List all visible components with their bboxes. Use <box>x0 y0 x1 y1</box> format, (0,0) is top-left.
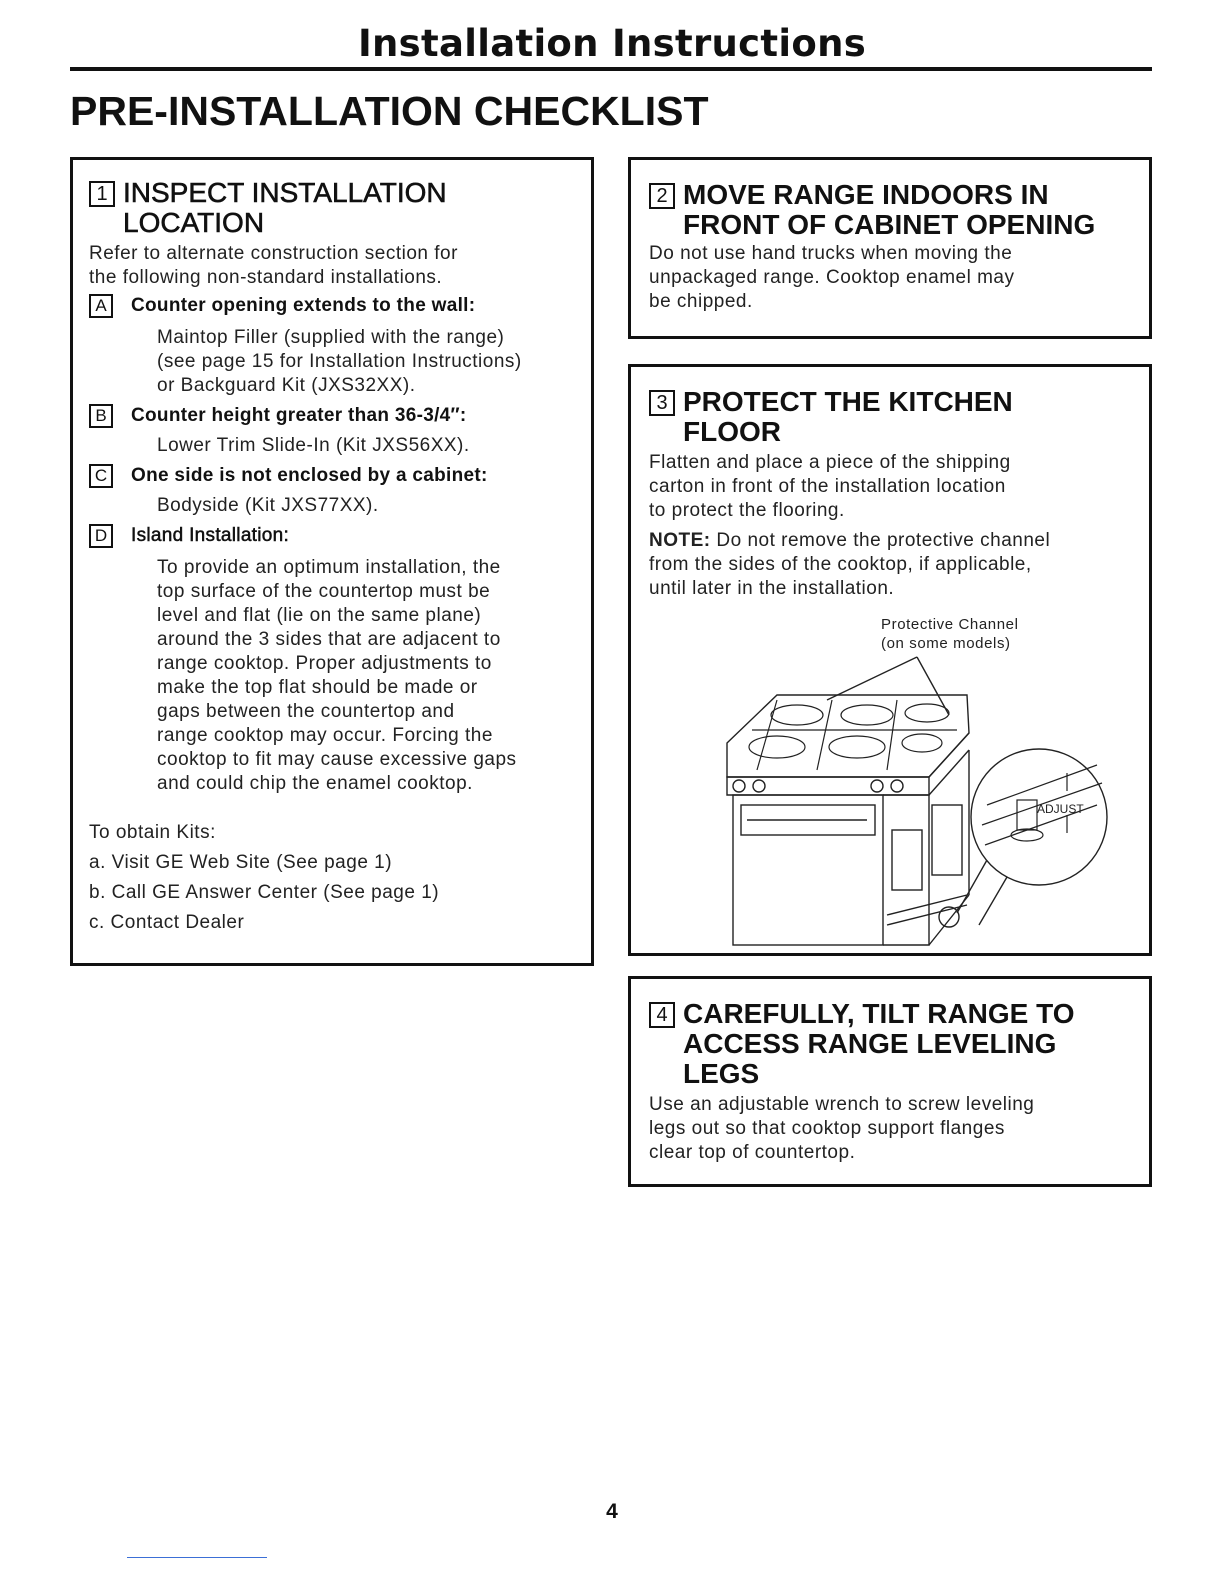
step-4-title: CAREFULLY, TILT RANGE TO ACCESS RANGE LEVELING LEGS <box>683 998 1075 1089</box>
kits-section: To obtain Kits: a. Visit GE Web Site (See page 1) b. Call GE Answer Center (See page 1) c. Contact Dealer <box>89 822 440 933</box>
item-d-title: Island Installation: <box>131 525 290 546</box>
step-2-number: 2 <box>649 183 675 209</box>
item-c-letter: C <box>89 464 113 488</box>
step-1-box <box>70 157 594 966</box>
header-title: Installation Instructions <box>357 22 867 65</box>
item-d-letter: D <box>89 524 113 548</box>
step-1-number: 1 <box>89 181 115 207</box>
item-a-letter: A <box>89 294 113 318</box>
footer-link-line <box>127 1557 267 1558</box>
step-3-box <box>628 364 1152 956</box>
range-illustration <box>717 655 1117 955</box>
step-3-body: Flatten and place a piece of the shipping carton in front of the installation location to protect the flooring. <box>649 452 1011 521</box>
item-b-title: Counter height greater than 36-3/4″: <box>131 405 467 426</box>
step-1-intro: Refer to alternate construction section for the following non-standard installations. <box>89 243 458 288</box>
adjust-label: ADJUST <box>1037 802 1084 816</box>
item-b-body: Lower Trim Slide-In (Kit JXS56XX). <box>157 435 470 456</box>
step-4-body: Use an adjustable wrench to screw leveling legs out so that cooktop support flanges clear top of countertop. <box>649 1094 1035 1163</box>
item-c-body: Bodyside (Kit JXS77XX). <box>157 495 379 516</box>
item-c-title: One side is not enclosed by a cabinet: <box>131 465 488 486</box>
item-b-letter: B <box>89 404 113 428</box>
step-2-body: Do not use hand trucks when moving the unpackaged range. Cooktop enamel may be chipped. <box>649 243 1015 312</box>
step-2-box <box>628 157 1152 339</box>
header-divider <box>70 67 1152 71</box>
step-1-title: INSPECT INSTALLATION LOCATION <box>123 177 447 238</box>
step-1-item-a <box>89 294 591 398</box>
item-a-title: Counter opening extends to the wall: <box>131 295 476 316</box>
item-a-body: Maintop Filler (supplied with the range) (see page 15 for Installation Instructions) or Backguard Kit (JXS32XX). <box>157 327 522 396</box>
step-3-title: PROTECT THE KITCHEN FLOOR <box>683 386 1013 447</box>
page-number: 4 <box>606 1500 618 1523</box>
step-1-item-b <box>89 404 591 458</box>
step-2-title: MOVE RANGE INDOORS IN FRONT OF CABINET OPENING <box>683 179 1096 240</box>
item-d-body: To provide an optimum installation, the top surface of the countertop must be level and flat (lie on the same plane) around the 3 sides that are adjacent to range cooktop. Proper adjustments to make the top flat should be made or gaps between the countertop and range cooktop may occur. Forcing the cooktop to fit may cause excessive gaps and could chip the enamel cooktop. <box>157 557 517 794</box>
step-4-number: 4 <box>649 1002 675 1028</box>
step-3-note: NOTE: Do not remove the protective channel from the sides of the cooktop, if applicable, until later in the installation. <box>649 530 1051 599</box>
step-3-number: 3 <box>649 390 675 416</box>
page-title: PRE-INSTALLATION CHECKLIST <box>70 88 709 134</box>
figure-caption: Protective Channel (on some models) <box>881 616 1019 652</box>
note-label: NOTE: <box>649 530 711 551</box>
step-1-item-c <box>89 464 591 518</box>
step-1-item-d <box>89 524 591 796</box>
step-4-box <box>628 976 1152 1187</box>
